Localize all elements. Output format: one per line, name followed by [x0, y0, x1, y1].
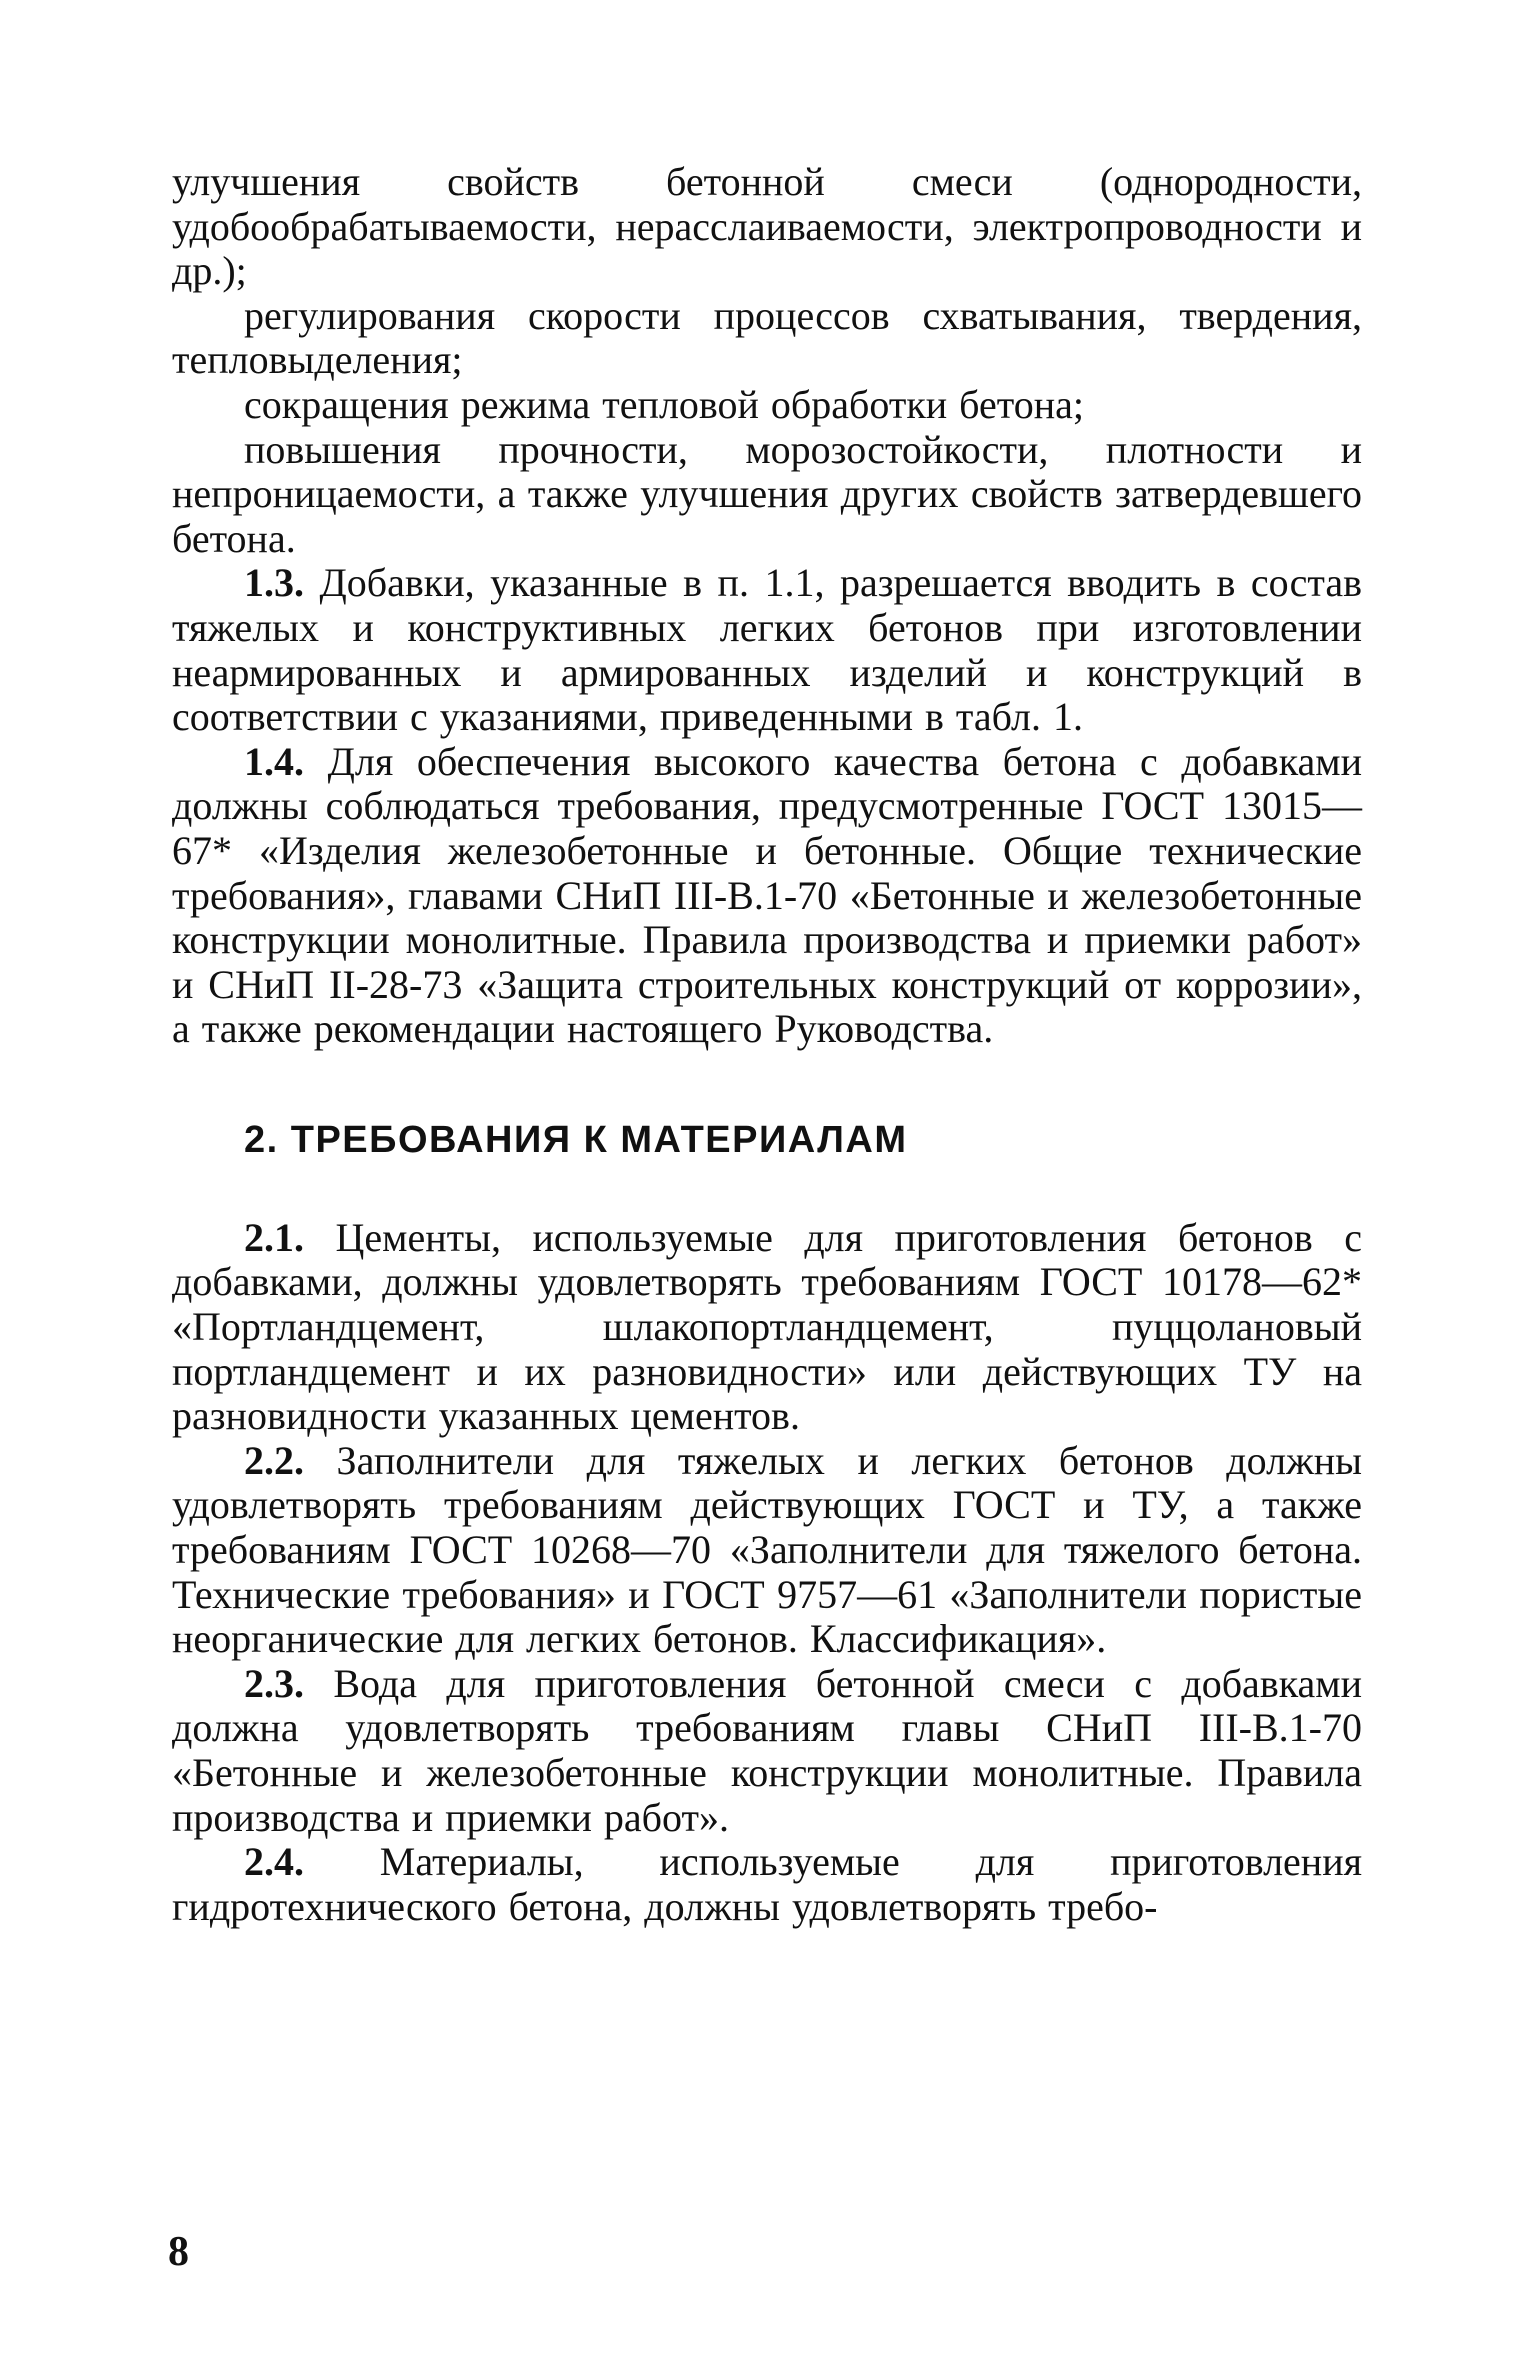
paragraph-2-2	[172, 1439, 1362, 1662]
paragraph-text: Материалы, используемые для приготовления гидротехнического бетона, должны удовлетворять требо-	[172, 1839, 1362, 1929]
paragraph-text: повышения прочности, морозостойкости, плотности и непроницаемости, а также улучшения других свойств затвердевшего бетона.	[172, 426, 1362, 561]
page-number: 8	[168, 2229, 189, 2275]
document-page	[172, 160, 1362, 1929]
paragraph-text: Вода для приготовления бетонной смеси с добавками должна удовлетворять требованиям главы СНиП III-В.1-70 «Бетонные и железобетонные конструкции монолитные. Правила производства и приемки работ».	[172, 1660, 1363, 1840]
paragraph-2-1	[172, 1216, 1362, 1439]
paragraph-number: 2.1.	[244, 1214, 304, 1260]
section-heading: 2. ТРЕБОВАНИЯ К МАТЕРИАЛАМ	[244, 1118, 908, 1161]
paragraph-top-1	[172, 294, 1362, 383]
paragraph-number: 2.3.	[244, 1660, 304, 1706]
paragraph-top-2	[172, 383, 1362, 428]
paragraph-top-3	[172, 428, 1362, 562]
paragraph-text: улучшения свойств бетонной смеси (однородности, удобообрабатываемости, нерасслаиваемости, электропроводности и др.);	[172, 159, 1362, 294]
paragraph-number: 2.2.	[244, 1437, 304, 1483]
paragraph-2-3	[172, 1662, 1362, 1840]
paragraph-text: Заполнители для тяжелых и легких бетонов должны удовлетворять требованиям действующих ГОСТ и ТУ, а также требованиям ГОСТ 10268—70 «Заполнители для тяжелого бетона. Технические требования» и ГОСТ 9757—61 «Заполнители пористые неорганические для легких бетонов. Классификация».	[172, 1437, 1362, 1662]
paragraph-text: Добавки, указанные в п. 1.1, разрешается вводить в состав тяжелых и конструктивных легких бетонов при изготовлении неармированных и армированных изделий и конструкций в соответствии с указаниями, приведенными в табл. 1.	[172, 560, 1362, 740]
paragraph-number: 1.3.	[244, 560, 304, 606]
paragraph-text: Цементы, используемые для приготовления бетонов с добавками, должны удовлетворять требованиям ГОСТ 10178—62* «Портландцемент, шлакопортландцемент, пуццолановый портландцемент и их разновидности» или действующих ТУ на разновидности указанных цементов.	[172, 1214, 1363, 1439]
paragraph-text: регулирования скорости процессов схватывания, твердения, тепловыделения;	[172, 292, 1362, 383]
paragraph-number: 1.4.	[244, 738, 304, 784]
paragraph-text: Для обеспечения высокого качества бетона с добавками должны соблюдаться требования, предусмотренные ГОСТ 13015—67* «Изделия железобетонные и бетонные. Общие технические требования», главами СНиП III-В.1-70 «Бетонные и железобетонные конструкции монолитные. Правила производства и приемки работ» и СНиП II-28-73 «Защита строительных конструкций от коррозии», а также рекомендации настоящего Руководства.	[172, 738, 1362, 1052]
paragraph-1-4	[172, 740, 1362, 1052]
paragraph-top-0	[172, 160, 1362, 294]
paragraph-1-3	[172, 561, 1362, 739]
paragraph-number: 2.4.	[244, 1839, 304, 1885]
paragraph-2-4	[172, 1840, 1362, 1929]
paragraph-text: сокращения режима тепловой обработки бетона;	[244, 381, 1084, 427]
